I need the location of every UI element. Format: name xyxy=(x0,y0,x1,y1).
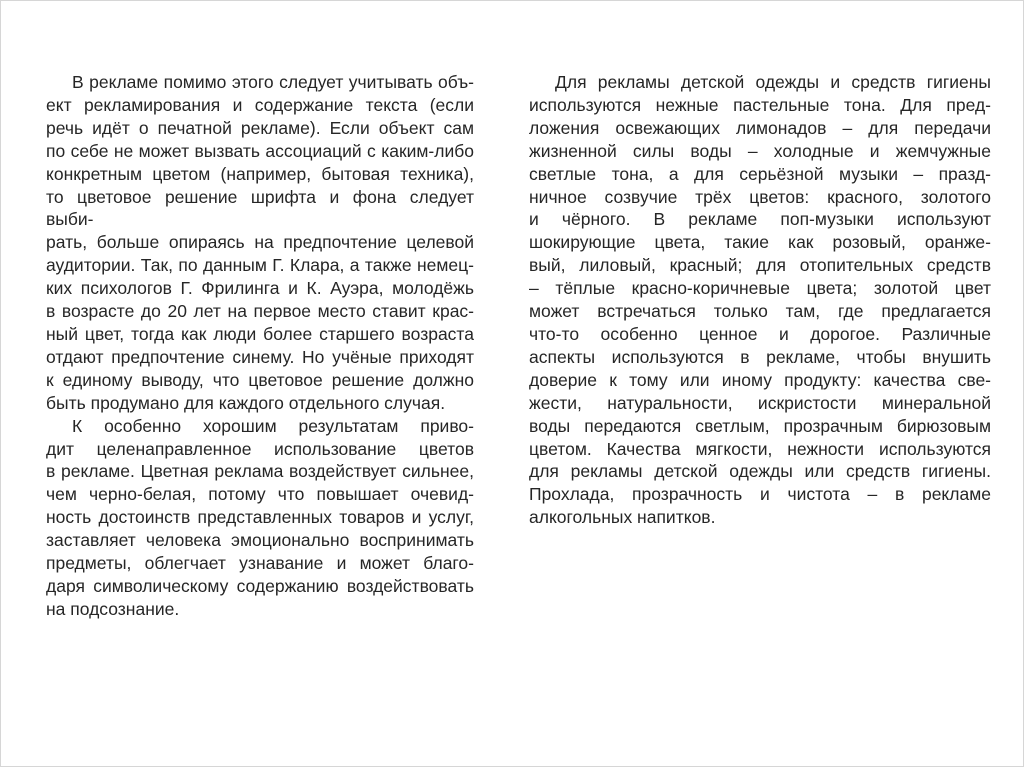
text-line: для рекламы детской одежды или средств гигиены. xyxy=(529,461,991,482)
text-line: доверие к тому или иному продукту: качества све- xyxy=(529,369,991,390)
text-line: воды передаются светлым, прозрачным бирюзовым xyxy=(529,415,991,436)
text-line: речь идёт о печатной рекламе). Если объект сам xyxy=(46,117,474,138)
text-line: вый, лиловый, красный; для отопительных средств xyxy=(529,255,991,276)
text-line: даря символическому содержанию воздействовать xyxy=(46,575,474,596)
text-line: в рекламе. Цветная реклама воздействует сильнее, xyxy=(46,461,474,482)
text-line: В рекламе помимо этого следует учитывать объ- xyxy=(72,72,474,92)
paragraph xyxy=(46,415,474,621)
text-line: предметы, облегчает узнавание и может благо- xyxy=(46,553,474,574)
text-line: и чёрного. В рекламе поп-музыки используют xyxy=(529,209,991,230)
text-line: – тёплые красно-коричневые цвета; золотой цвет xyxy=(529,278,991,299)
text-line: Прохлада, прозрачность и чистота – в рекламе xyxy=(529,484,991,505)
text-line: жизненной силы воды – холодные и жемчужные xyxy=(529,140,991,161)
text-line: ложения освежающих лимонадов – для передачи xyxy=(529,117,991,138)
text-line: рать, больше опираясь на предпочтение целевой xyxy=(46,232,474,253)
text-line: светлые тона, а для серьёзной музыки – празд- xyxy=(529,163,991,184)
text-line: ность достоинств представленных товаров и услуг, xyxy=(46,507,474,528)
text-column-left xyxy=(46,71,474,621)
text-line: жести, натуральности, искристости минеральной xyxy=(529,392,991,413)
paragraph xyxy=(529,71,991,529)
text-line: отдают предпочтение синему. Но учёные приходят xyxy=(46,346,474,367)
text-line: ный цвет, тогда как люди более старшего возраста xyxy=(46,323,474,344)
text-line: на подсознание. xyxy=(46,598,180,619)
text-line: ких психологов Г. Фрилинга и К. Ауэра, молодёжь xyxy=(46,278,474,299)
paragraph xyxy=(46,71,474,415)
text-line: заставляет человека эмоционально воспринимать xyxy=(46,530,474,551)
text-column-right xyxy=(529,71,991,529)
text-line: алкогольных напитков. xyxy=(529,507,716,528)
text-line: используются нежные пастельные тона. Для пред- xyxy=(529,94,991,115)
text-line: быть продумано для каждого отдельного случая. xyxy=(46,392,446,413)
text-line: Для рекламы детской одежды и средств гигиены xyxy=(555,72,991,92)
text-line: в возрасте до 20 лет на первое место ставит крас- xyxy=(46,301,474,322)
text-line: шокирующие цвета, такие как розовый, оранже- xyxy=(529,232,991,253)
text-line: по себе не может вызвать ассоциаций с каким-либо xyxy=(46,140,474,161)
text-line: ект рекламирования и содержание текста (если xyxy=(46,94,474,115)
text-line: дит целенаправленное использование цветов xyxy=(46,438,474,459)
text-line: аудитории. Так, по данным Г. Клара, а также немец- xyxy=(46,255,474,276)
text-line: конкретным цветом (например, бытовая техника), xyxy=(46,163,474,184)
text-line: к единому выводу, что цветовое решение должно xyxy=(46,369,474,390)
text-line: что-то особенно ценное и дорогое. Различные xyxy=(529,323,991,344)
text-line: цветом. Качества мягкости, нежности используются xyxy=(529,438,991,459)
text-line: чем черно-белая, потому что повышает очевид- xyxy=(46,484,474,505)
text-line: аспекты используются в рекламе, чтобы внушить xyxy=(529,346,991,367)
text-line: может встречаться только там, где предлагается xyxy=(529,301,991,322)
text-line: ничное созвучие трёх цветов: красного, золотого xyxy=(529,186,991,207)
text-line: то цветовое решение шрифта и фона следует выби- xyxy=(46,186,474,230)
text-line: К особенно хорошим результатам приво- xyxy=(72,415,474,436)
